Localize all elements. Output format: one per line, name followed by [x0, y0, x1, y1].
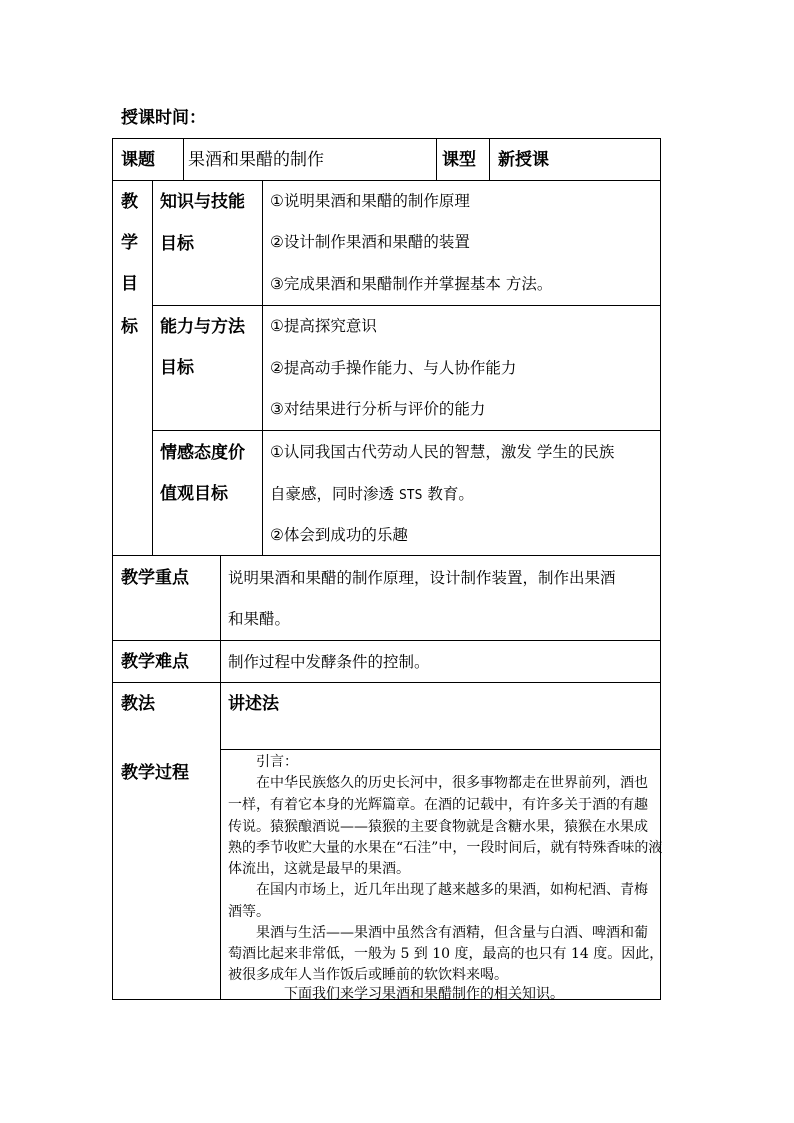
process-line: 熟的季节收贮大量的水果在“石洼”中，一段时间后，就有特殊香味的液	[228, 840, 663, 856]
sts-text: STS	[398, 488, 423, 503]
table-border-top	[112, 138, 661, 139]
process-line: 传说。猿猴酿酒说——猿猴的主要食物就是含糖水果，猿猴在水果成	[228, 819, 648, 835]
emotion-goal-label: 值观目标	[160, 484, 228, 504]
objectives-side-label-char: 教	[121, 192, 138, 212]
process-line: 下面我们来学习果酒和果醋制作的相关知识。	[284, 986, 564, 1002]
row-divider	[112, 180, 661, 181]
col-divider	[436, 138, 437, 181]
topic-value: 果酒和果醋的制作	[188, 150, 324, 170]
difficulty-label: 教学难点	[121, 652, 189, 672]
ability-goal-item: ①提高探究意识	[270, 317, 377, 335]
process-line: 果酒与生活——果酒中虽然含有酒精，但含量与白酒、啤酒和葡	[256, 925, 648, 941]
row-divider	[152, 305, 661, 306]
col-divider	[183, 138, 184, 181]
objectives-side-label-char: 目	[121, 274, 138, 294]
topic-label: 课题	[121, 150, 155, 170]
process-line: 在中华民族悠久的历史长河中，很多事物都走在世界前列，酒也	[256, 775, 648, 791]
emotion-goal-item: ②体会到成功的乐趣	[270, 526, 408, 544]
col-divider	[152, 180, 153, 556]
emotion-goal-item-continued	[270, 484, 474, 506]
process-label: 教学过程	[121, 763, 189, 783]
emotion-goal-label: 情感态度价	[160, 443, 245, 463]
knowledge-goal-item: ③完成果酒和果醋制作并掌握基本 方法。	[270, 275, 553, 293]
ability-goal-label: 目标	[160, 358, 194, 378]
method-label: 教法	[121, 694, 155, 714]
knowledge-goal-item: ①说明果酒和果醋的制作原理	[270, 192, 470, 210]
col-divider	[262, 180, 263, 556]
difficulty-text: 制作过程中发酵条件的控制。	[228, 653, 430, 671]
col-divider	[220, 555, 221, 1000]
emotion-goal-item: ①认同我国古代劳动人民的智慧，激发 学生的民族	[270, 443, 615, 461]
lesson-type-label: 课型	[442, 150, 476, 170]
row-divider	[112, 555, 661, 556]
knowledge-goal-label: 知识与技能	[160, 192, 245, 212]
process-line: 体流出，这就是最早的果酒。	[228, 861, 410, 877]
emotion-text: 教育。	[422, 485, 474, 503]
ability-goal-item: ②提高动手操作能力、与人协作能力	[270, 359, 517, 377]
key-points-text: 说明果酒和果醋的制作原理，设计制作装置，制作出果酒	[228, 569, 616, 587]
process-line: 在国内市场上，近几年出现了越来越多的果酒，如枸杞酒、青梅	[256, 882, 648, 898]
knowledge-goal-label: 目标	[160, 234, 194, 254]
row-divider	[112, 682, 661, 683]
ability-goal-item: ③对结果进行分析与评价的能力	[270, 400, 486, 418]
lesson-type-value: 新授课	[498, 150, 549, 170]
row-divider	[220, 749, 661, 750]
process-line: 酒等。	[228, 904, 270, 920]
lesson-time-label: 授课时间：	[121, 108, 206, 128]
table-border-right	[660, 138, 661, 1000]
knowledge-goal-item: ②设计制作果酒和果醋的装置	[270, 233, 470, 251]
process-line: 一样，有着它本身的光辉篇章。在酒的记载中，有许多关于酒的有趣	[228, 797, 648, 813]
emotion-text: 自豪感，同时渗透	[270, 485, 399, 503]
table-border-left	[112, 138, 113, 1000]
row-divider	[112, 640, 661, 641]
row-divider	[152, 430, 661, 431]
objectives-side-label-char: 标	[121, 317, 138, 337]
process-line: 引言：	[256, 754, 298, 770]
objectives-side-label-char: 学	[121, 233, 138, 253]
process-line: 被很多成年人当作饭后或睡前的软饮料来喝。	[228, 967, 508, 983]
method-text: 讲述法	[228, 694, 279, 714]
key-points-label: 教学重点	[121, 568, 189, 588]
key-points-text: 和果醋。	[228, 610, 291, 628]
process-line: 萄酒比起来非常低，一般为 5 到 10 度，最高的也只有 14 度。因此，	[228, 946, 664, 962]
col-divider	[489, 138, 490, 181]
ability-goal-label: 能力与方法	[160, 317, 245, 337]
